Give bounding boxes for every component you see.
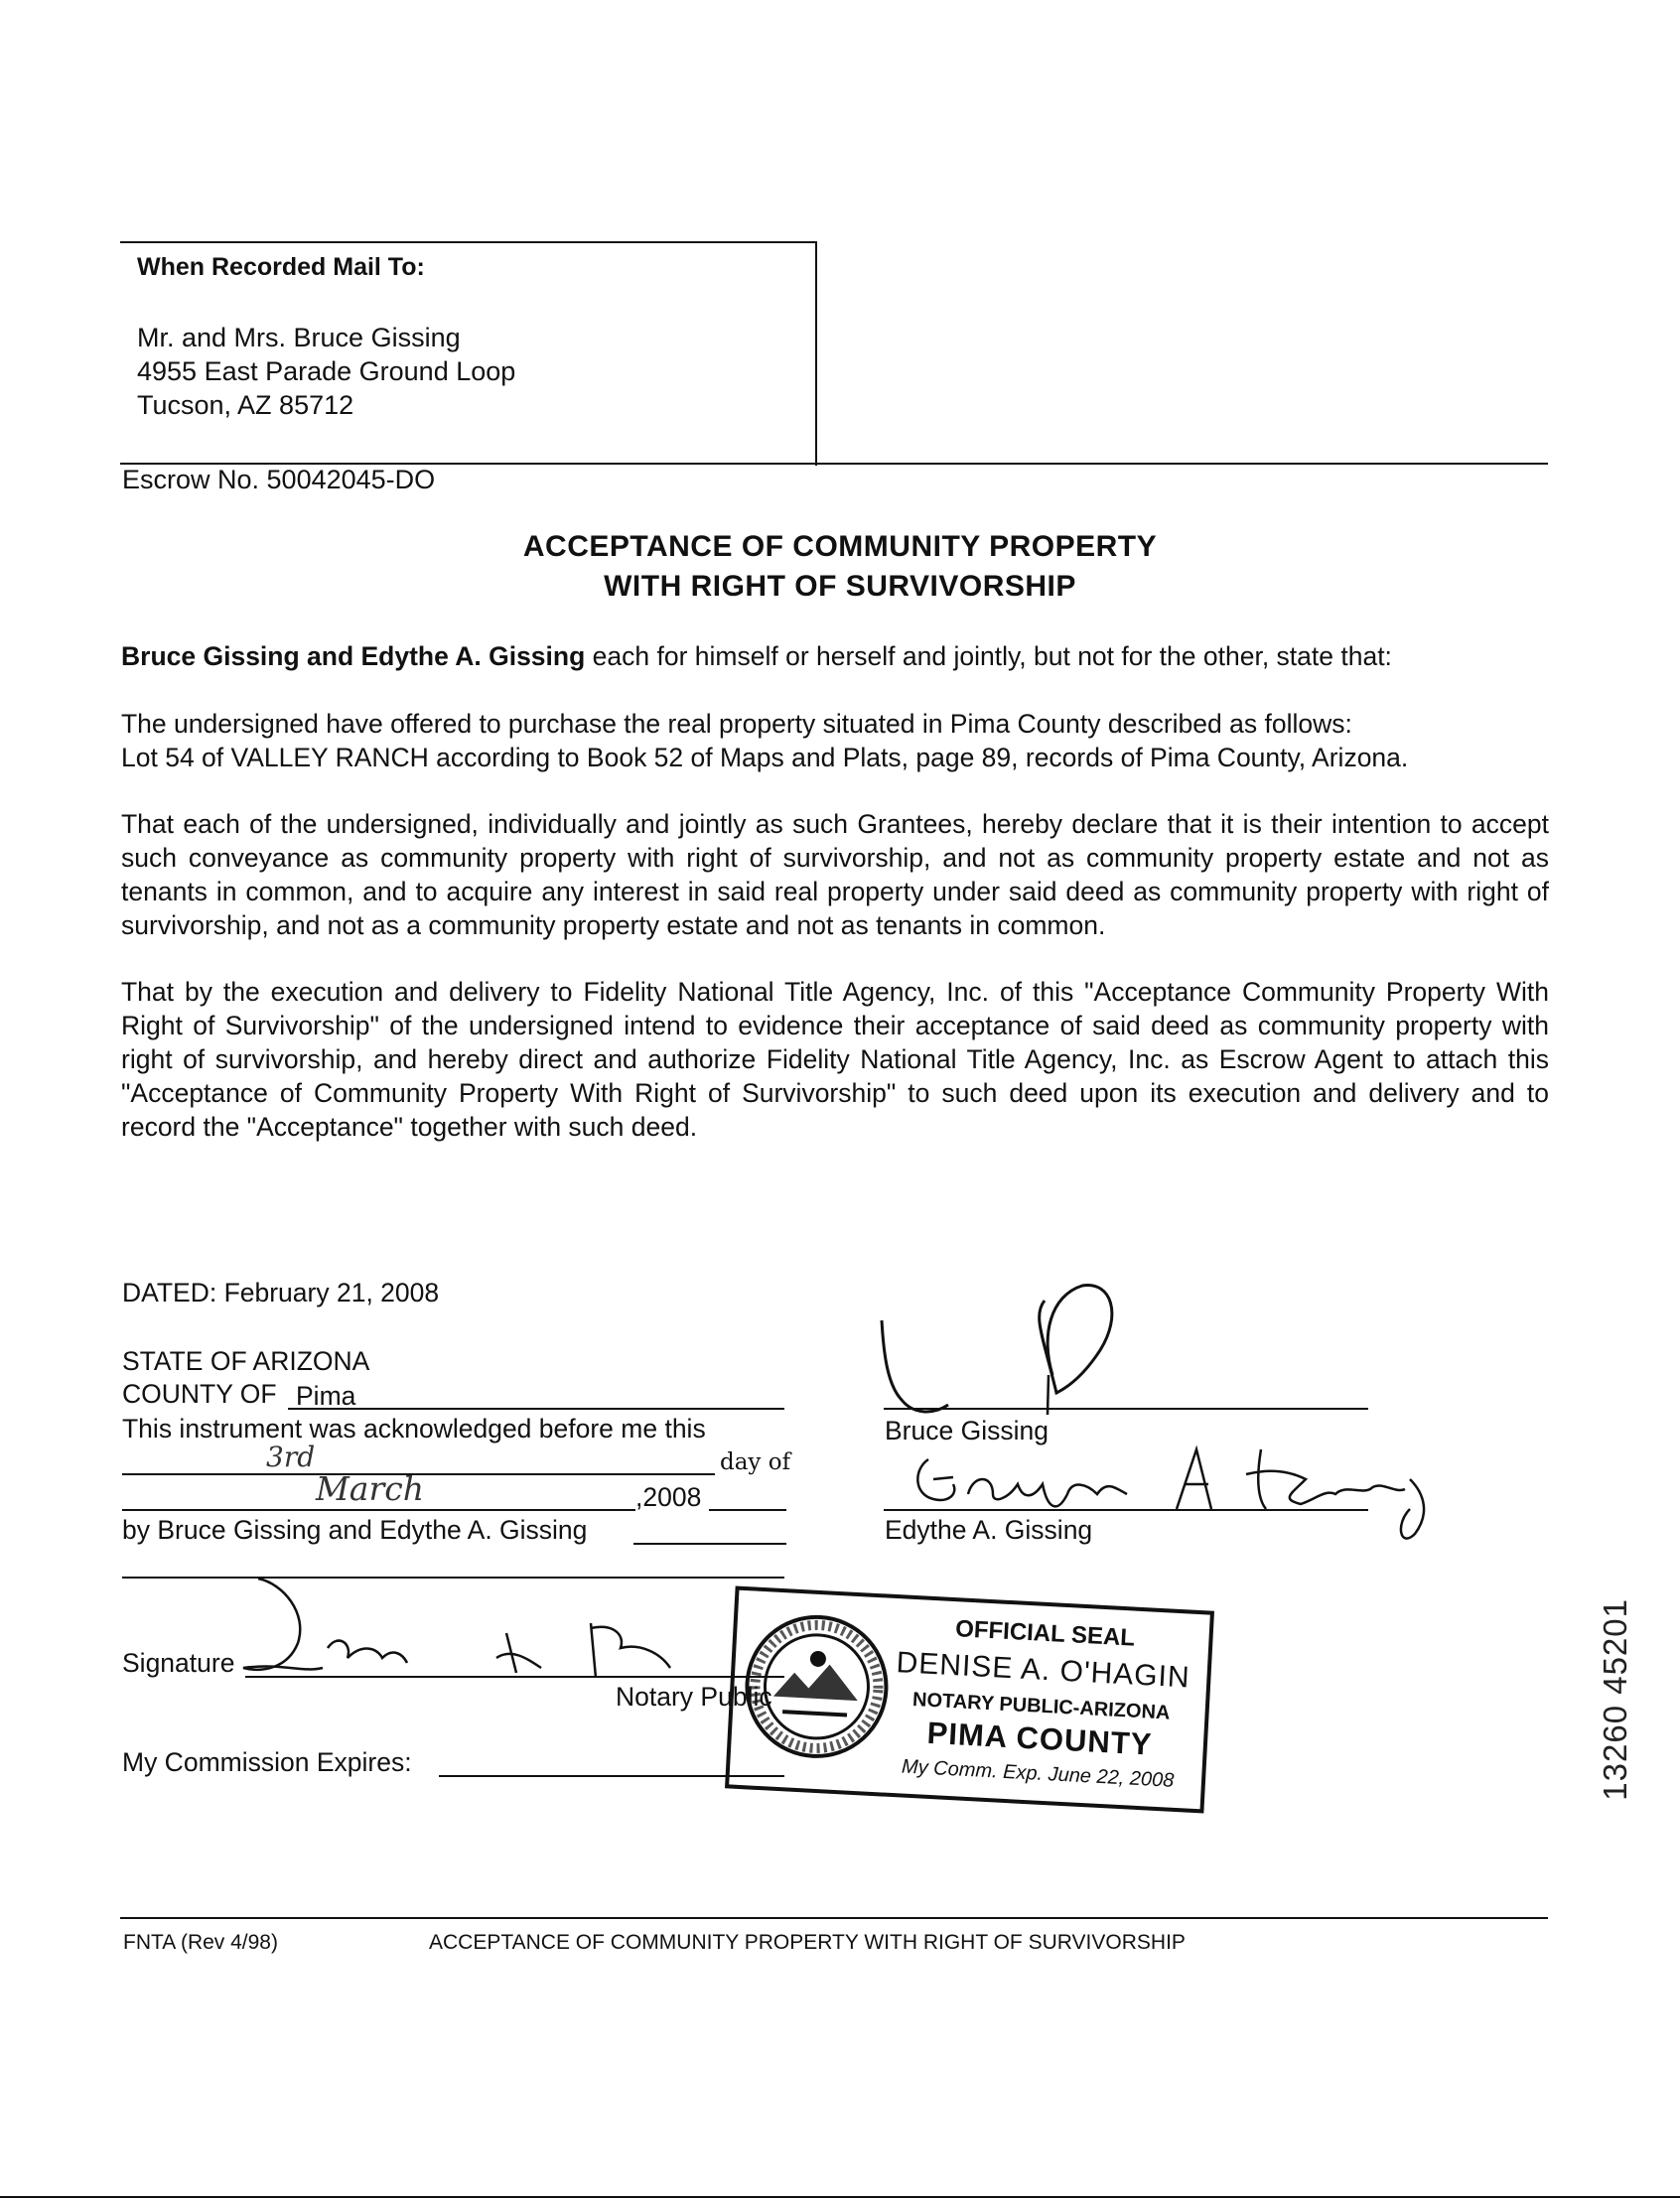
recording-number: 13260 45201 (1597, 1598, 1633, 1801)
property-paragraph (121, 707, 1549, 774)
footer-form-number: FNTA (Rev 4/98) (123, 1931, 278, 1954)
year-underline (709, 1509, 786, 1511)
authorization-text: That by the execution and delivery to Fidelity National Title Agency, Inc. of this "Acceptance Community Property With Right of Survivorship" of the undersigned intend to evidence their acceptance of said deed as community property with right of survivorship, and hereby direct and authorize Fidelity National Title Agency, Inc. as Escrow Agent to attach this "Acceptance of Community Property With Right of Survivorship" to such deed upon its execution and delivery and to record the "Acceptance" together with such deed. (121, 977, 1549, 1142)
county-underline (288, 1408, 784, 1410)
document-title-line2: WITH RIGHT OF SURVIVORSHIP (604, 570, 1076, 603)
property-paragraph-line1: The undersigned have offered to purchase the real property situated in Pima County described as follows: (121, 709, 1352, 739)
month-handwritten: March (316, 1469, 424, 1508)
seal-expiration: My Comm. Exp. June 22, 2008 (901, 1755, 1175, 1792)
scan-edge (0, 2196, 1680, 2198)
mail-to-label: When Recorded Mail To: (137, 253, 425, 281)
arizona-state-seal (741, 1610, 898, 1767)
address-city: Tucson, AZ 85712 (137, 390, 354, 420)
seal-notary-public: NOTARY PUBLIC-ARIZONA (911, 1689, 1171, 1724)
seal-county: PIMA COUNTY (925, 1715, 1154, 1762)
day-handwritten: 3rd (266, 1441, 316, 1473)
seal-title: OFFICIAL SEAL (954, 1615, 1136, 1652)
notary-signature (243, 1574, 740, 1693)
address-street: 4955 East Parade Ground Loop (137, 356, 516, 386)
edythe-signature (909, 1440, 1445, 1559)
footer-title: ACCEPTANCE OF COMMUNITY PROPERTY WITH RIGHT OF SURVIVORSHIP (429, 1931, 1186, 1954)
intro-rest: each for himself or herself and jointly, but not for the other, state that: (585, 641, 1392, 671)
county-label: COUNTY OF (122, 1379, 277, 1409)
intention-text: That each of the undersigned, individually and jointly as such Grantees, hereby declare that it is their intention to accept such conveyance as community property with right of survivorship, and not as community property estate and not as tenants in common, and to acquire any interest in said real property under said deed as community property with right of survivorship, and not as a community property estate and not as tenants in common. (121, 809, 1549, 940)
intro-statement (121, 639, 1549, 673)
state-line: STATE OF ARIZONA (122, 1346, 370, 1376)
acknowledged-by: by Bruce Gissing and Edythe A. Gissing (122, 1515, 588, 1545)
acknowledgment-text: This instrument was acknowledged before me this (122, 1414, 706, 1444)
legal-description: Lot 54 of VALLEY RANCH according to Book 52 of Maps and Plats, page 89, records of Pima County, Arizona. (121, 743, 1409, 772)
notary-public-label: Notary Public (616, 1682, 772, 1712)
dated-line: DATED: February 21, 2008 (122, 1278, 440, 1307)
official-seal-stamp (725, 1586, 1214, 1814)
footer-rule (120, 1917, 1548, 1919)
day-of-label: day of (720, 1449, 791, 1475)
authorization-paragraph (121, 975, 1549, 1144)
commission-expires-label: My Commission Expires: (122, 1747, 412, 1777)
addressee-name: Mr. and Mrs. Bruce Gissing (137, 323, 461, 352)
intention-paragraph (121, 807, 1549, 942)
escrow-number: Escrow No. 50042045-DO (122, 465, 436, 494)
year-text: ,2008 (635, 1482, 702, 1512)
by-underline (633, 1543, 786, 1545)
seal-notary-name: DENISE A. O'HAGIN (895, 1646, 1191, 1695)
intro-names: Bruce Gissing and Edythe A. Gissing (121, 641, 586, 671)
signer2-name: Edythe A. Gissing (885, 1515, 1093, 1545)
mail-to-address (137, 321, 515, 422)
month-underline (122, 1509, 635, 1511)
bruce-signature (874, 1276, 1132, 1435)
signer1-name: Bruce Gissing (885, 1416, 1049, 1445)
county-value: Pima (296, 1381, 356, 1411)
signature-label: Signature (122, 1648, 235, 1678)
document-title-line1: ACCEPTANCE OF COMMUNITY PROPERTY (522, 530, 1158, 563)
